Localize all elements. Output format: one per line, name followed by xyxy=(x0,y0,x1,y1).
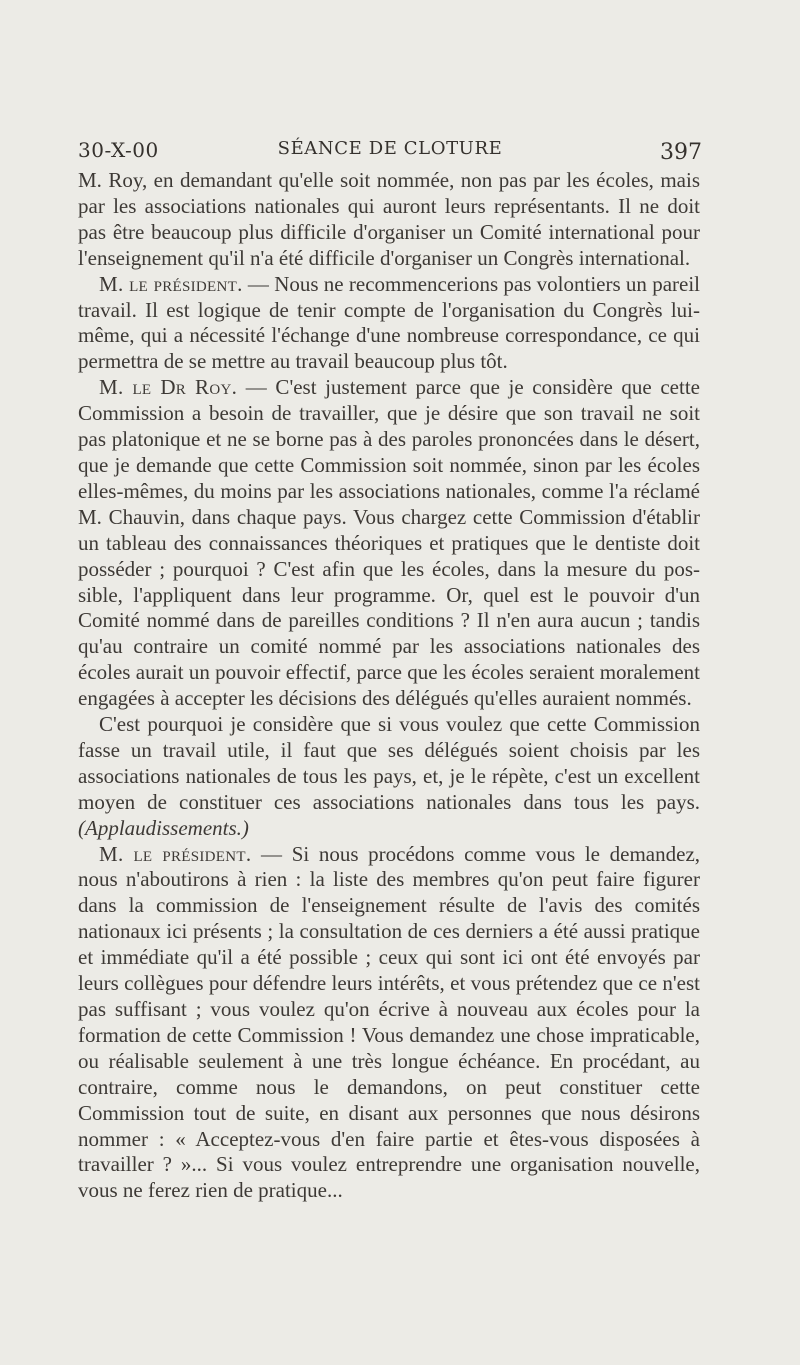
paragraph-text: M. Roy, en demandant qu'elle soit nommée, non pas par les écoles, mais par les associations nationales qui auront leurs représentants. Il ne doit pas être beaucoup plus difficile d'organiser un Comité international pour l'enseignement qu'il n'a été difficile d'organiser un Congrès international. xyxy=(78,168,700,270)
paragraph-2 xyxy=(78,272,700,376)
paragraph-4 xyxy=(78,712,700,842)
paragraph-1 xyxy=(78,168,700,272)
header-date: 30-X-00 xyxy=(78,138,159,162)
page-number: 397 xyxy=(660,140,702,165)
paragraph-5 xyxy=(78,842,700,1205)
speaker-label: M. le président. xyxy=(99,841,252,866)
applause-note: (Applaudissements.) xyxy=(78,815,249,840)
page-body xyxy=(78,168,700,1204)
header-title: SÉANCE DE CLOTURE xyxy=(277,138,503,159)
running-header xyxy=(78,136,702,170)
paragraph-text: — C'est justement parce que je considère que cette Commission a besoin de travailler, que je désire que son travail ne soit pas platonique et ne se borne pas à des paroles prononcées dans le désert, que je demande que cette Commission soit nommée, sinon par les écoles elles-mêmes, du moins par les associations nationales, comme l'a réclamé M. Chauvin, dans chaque pays. Vous chargez cette Commission d'établir un tableau des connaissances théoriques et pratiques que le dentiste doit posséder ; pourquoi ? C'est afin que les écoles, dans la mesure du possible, l'appliquent dans leur programme. Or, quel est le pouvoir d'un Comité nommé dans de pareilles conditions ? Il n'en aura aucun ; tandis qu'au contraire un comité nommé par les associations nationales des écoles aurait un pouvoir effectif, parce que les écoles seraient moralement engagées à accepter les décisions des délégués qu'elles auraient nommés. xyxy=(78,375,700,711)
paragraph-text: C'est pourquoi je considère que si vous voulez que cette Commission fasse un travail utile, il faut que ses délégués soient choisis par les associations nationales de tous les pays, et, je le répète, c'est un excellent moyen de constituer ces associations nationales dans tous les pays. xyxy=(78,712,700,814)
paragraph-text: — Si nous procédons comme vous le demandez, nous n'aboutirons à rien : la liste des membres qu'on peut faire figurer dans la commission de l'enseignement résulte de l'avis des comités nationaux ici présents ; la consultation de ces derniers a été aussi pratique et immédiate qu'il a été possible ; ceux qui sont ici ont été envoyés par leurs collègues pour défendre leurs intérêts, et vous prétendez que ce n'est pas suffisant ; vous voulez qu'on écrive à nouveau aux écoles pour la formation de cette Commission ! Vous demandez une chose impraticable, ou réalisable seulement à une très longue échéance. En procédant, au contraire, comme nous le demandons, on peut constituer cette Commission tout de suite, en disant aux personnes que nous désirons nommer : « Acceptez-vous d'en faire partie et êtes-vous disposées à travailler ? »... Si vous voulez entreprendre une organisation nouvelle, vous ne ferez rien de pratique... xyxy=(78,841,701,1203)
speaker-label: M. le Dr Roy. xyxy=(99,375,238,400)
paragraph-3 xyxy=(78,375,700,712)
speaker-label: M. le président. xyxy=(99,271,243,296)
paragraph-text: — Nous ne recommencerions pas volontiers un pareil travail. Il est logique de tenir compte de l'organisation du Congrès lui-même, qui a nécessité l'échange d'une nombreuse correspondance, ce qui permettra de se mettre au travail beaucoup plus tôt. xyxy=(78,271,700,374)
